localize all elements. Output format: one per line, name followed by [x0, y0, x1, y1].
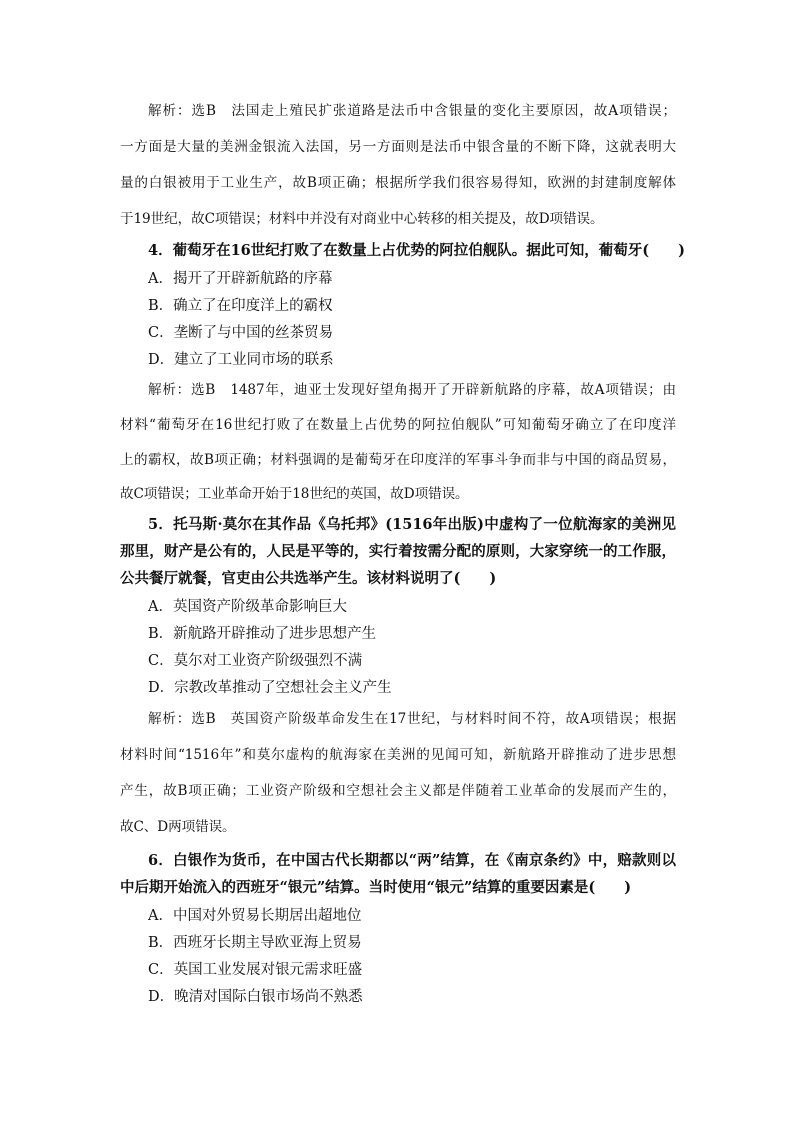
analysis-q3-line-1: 解析：选B 法国走上殖民扩张道路是法币中含银量的变化主要原因，故A项错误；	[148, 103, 676, 119]
question-6-stem-line-2: 中后期开始流入的西班牙“银元”结算。当时使用“银元”结算的重要因素是( )	[120, 879, 632, 896]
question-6-option-b: B．西班牙长期主导欧亚海上贸易	[148, 935, 362, 951]
question-6-option-c: C．英国工业发展对银元需求旺盛	[148, 962, 363, 978]
question-5-stem-line-2: 那里，财产是公有的，人民是平等的，实行着按需分配的原则，大家穿统一的工作服，	[120, 543, 676, 560]
analysis-q5-line-1: 解析：选B 英国资产阶级革命发生在17世纪，与材料时间不符，故A项错误；根据	[148, 711, 676, 727]
analysis-q4-line-4: 故C项错误；工业革命开始于18世纪的英国，故D项错误。	[120, 486, 469, 502]
question-6-stem-line-1: 6．白银作为货币，在中国古代长期都以“两”结算，在《南京条约》中，赔款则以	[148, 852, 676, 869]
question-5-stem-line-3: 公共餐厅就餐，官吏由公共选举产生。该材料说明了( )	[120, 570, 497, 587]
analysis-q4-line-2: 材料“葡萄牙在16世纪打败了在数量上占优势的阿拉伯舰队”可知葡萄牙确立了在印度洋	[120, 417, 676, 433]
analysis-q4-line-1: 解析：选B 1487年，迪亚士发现好望角揭开了开辟新航路的序幕，故A项错误；由	[148, 382, 676, 398]
analysis-q5-line-4: 故C、D两项错误。	[120, 819, 236, 835]
question-5-option-c: C．莫尔对工业资产阶级强烈不满	[148, 653, 363, 669]
question-6-option-a: A．中国对外贸易长期居出超地位	[148, 908, 362, 924]
analysis-q3-line-3: 量的白银被用于工业生产，故B项正确；根据所学我们很容易得知，欧洲的封建制度解体	[120, 175, 676, 191]
question-5-option-b: B．新航路开辟推动了进步思想产生	[148, 626, 377, 642]
analysis-q3-line-4: 于19世纪，故C项错误；材料中并没有对商业中心转移的相关提及，故D项错误。	[120, 211, 604, 227]
question-4-option-a: A．揭开了开辟新航路的序幕	[148, 271, 333, 287]
question-4-stem: 4．葡萄牙在16世纪打败了在数量上占优势的阿拉伯舰队。据此可知，葡萄牙( )	[148, 242, 685, 259]
analysis-q4-line-3: 上的霸权，故B项正确；材料强调的是葡萄牙在印度洋的军事斗争而非与中国的商品贸易，	[120, 452, 676, 468]
analysis-q5-line-3: 产生，故B项正确；工业资产阶级和空想社会主义都是伴随着工业革命的发展而产生的，	[120, 783, 676, 799]
question-4-option-d: D．建立了工业同市场的联系	[148, 352, 334, 368]
analysis-q5-line-2: 材料时间“1516年”和莫尔虚构的航海家在美洲的见闻可知，新航路开辟推动了进步思想	[120, 747, 676, 763]
question-5-option-a: A．英国资产阶级革命影响巨大	[148, 599, 347, 615]
question-6-option-d: D．晚清对国际白银市场尚不熟悉	[148, 989, 363, 1005]
question-5-stem-line-1: 5．托马斯·莫尔在其作品《乌托邦》(1516年出版)中虚构了一位航海家的美洲见	[148, 516, 676, 533]
question-5-option-d: D．宗教改革推动了空想社会主义产生	[148, 680, 392, 696]
question-4-option-c: C．垄断了与中国的丝茶贸易	[148, 325, 334, 341]
analysis-q3-line-2: 一方面是大量的美洲金银流入法国，另一方面则是法币中银含量的不断下降，这就表明大	[120, 139, 676, 155]
question-4-option-b: B．确立了在印度洋上的霸权	[148, 298, 333, 314]
